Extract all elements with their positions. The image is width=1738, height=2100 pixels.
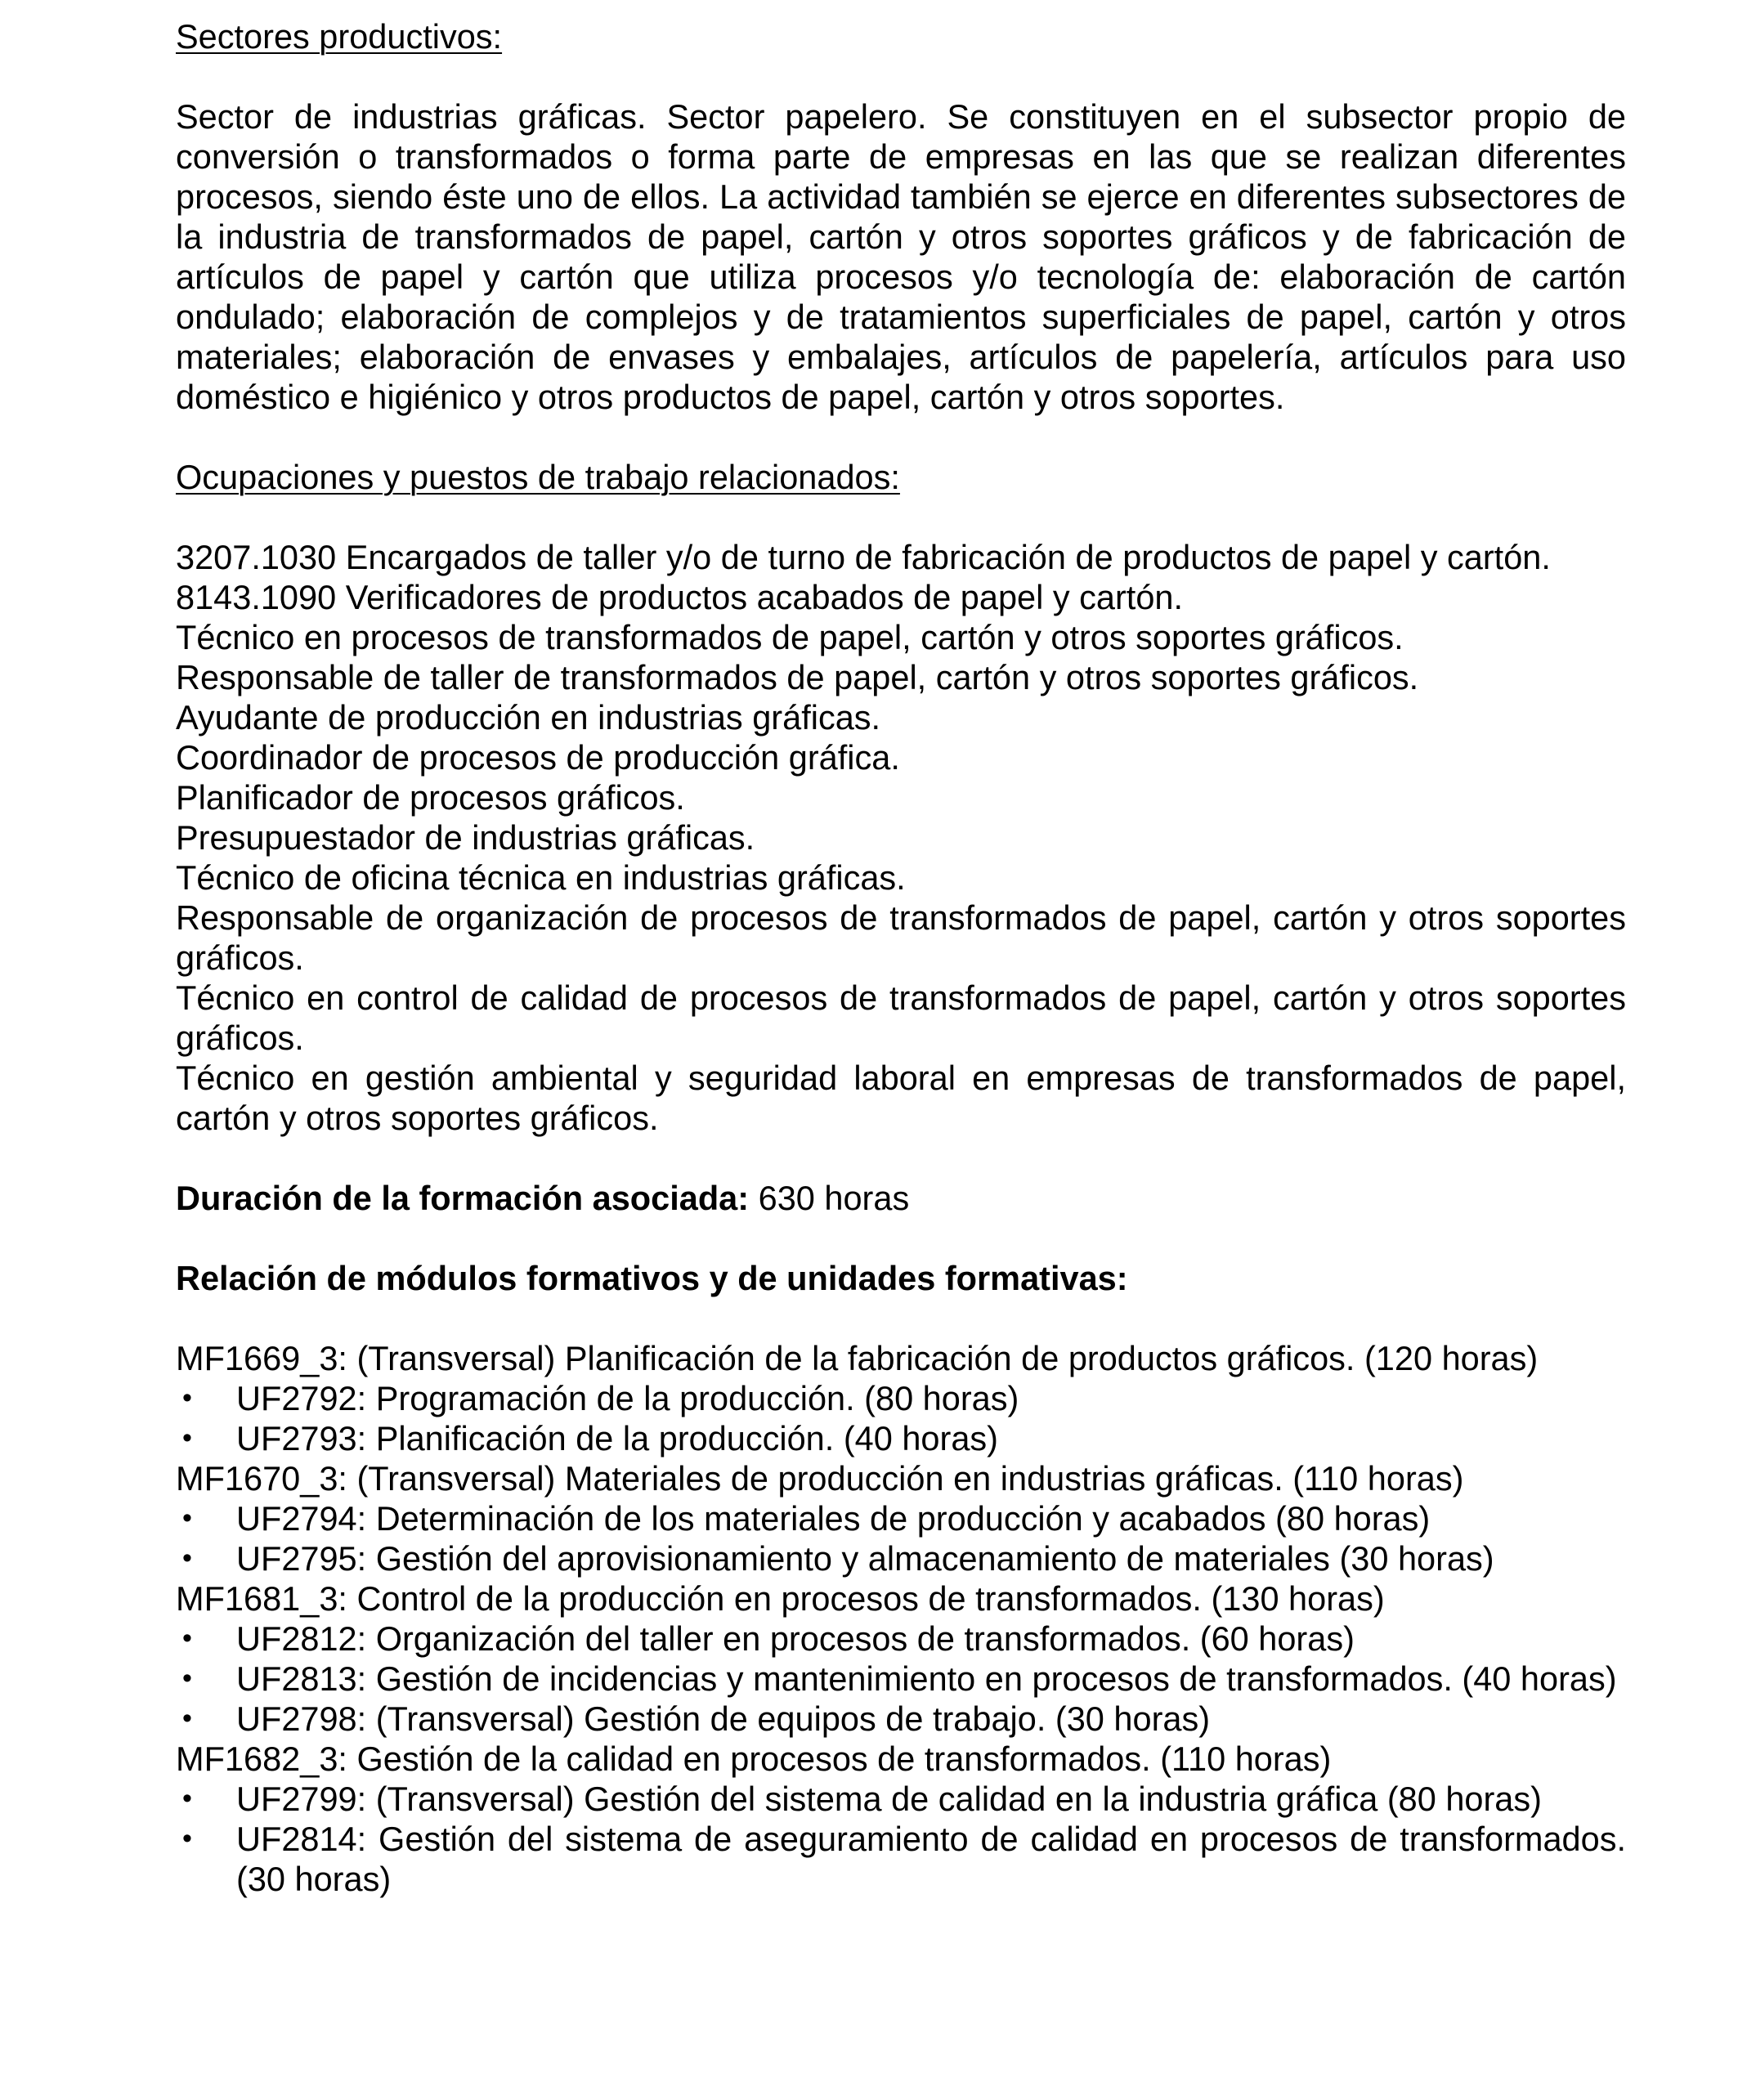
bullet-icon: •	[182, 1823, 192, 1854]
unit-list	[176, 1619, 1626, 1739]
unit-item	[176, 1378, 1626, 1418]
unit-item	[176, 1418, 1626, 1458]
bullet-icon: •	[182, 1783, 192, 1814]
relacion-heading: Relación de módulos formativos y de unidades formativas:	[176, 1259, 1128, 1297]
bullet-icon: •	[182, 1382, 192, 1413]
ocupacion-item: Planificador de procesos gráficos.	[176, 778, 685, 817]
unit-list	[176, 1498, 1626, 1578]
module-title: MF1670_3: (Transversal) Materiales de producción en industrias gráficas. (110 horas)	[176, 1459, 1464, 1498]
document-page	[176, 16, 1626, 1899]
ocupacion-item: Responsable de organización de procesos de transformados de papel, cartón y otros soportes gráficos.	[176, 898, 1626, 977]
duracion-label: Duración de la formación asociada:	[176, 1179, 750, 1217]
ocupacion-item: Coordinador de procesos de producción gráfica.	[176, 738, 900, 777]
ocupacion-item: 8143.1090 Verificadores de productos acabados de papel y cartón.	[176, 578, 1184, 616]
unit-text: UF2793: Planificación de la producción. (40 horas)	[236, 1419, 998, 1457]
ocupacion-item: Técnico en control de calidad de procesos de transformados de papel, cartón y otros soportes gráficos.	[176, 978, 1626, 1057]
unit-item	[176, 1619, 1626, 1659]
module-title: MF1669_3: (Transversal) Planificación de la fabricación de productos gráficos. (120 horas)	[176, 1339, 1539, 1377]
module-block	[176, 1739, 1626, 1899]
duracion-value: 630 horas	[749, 1179, 910, 1217]
spacer	[176, 417, 1626, 457]
bullet-icon: •	[182, 1703, 192, 1734]
ocupacion-item: Técnico en procesos de transformados de papel, cartón y otros soportes gráficos.	[176, 618, 1404, 656]
spacer	[176, 56, 1626, 96]
ocupacion-item: Técnico de oficina técnica en industrias gráficas.	[176, 858, 906, 897]
spacer	[176, 1298, 1626, 1338]
unit-list	[176, 1779, 1626, 1899]
spacer	[176, 1138, 1626, 1178]
ocupacion-item: Técnico en gestión ambiental y seguridad laboral en empresas de transformados de papel, cartón y otros soportes gráficos.	[176, 1059, 1626, 1137]
ocupacion-item: Ayudante de producción en industrias gráficas.	[176, 698, 881, 737]
spacer	[176, 1218, 1626, 1258]
bullet-icon: •	[182, 1502, 192, 1534]
unit-text: UF2798: (Transversal) Gestión de equipos de trabajo. (30 horas)	[236, 1699, 1211, 1738]
unit-text: UF2812: Organización del taller en procesos de transformados. (60 horas)	[236, 1619, 1355, 1658]
module-block	[176, 1338, 1626, 1458]
module-title: MF1681_3: Control de la producción en procesos de transformados. (130 horas)	[176, 1579, 1385, 1618]
bullet-icon: •	[182, 1543, 192, 1574]
bullet-icon: •	[182, 1663, 192, 1694]
ocupacion-item: 3207.1030 Encargados de taller y/o de turno de fabricación de productos de papel y cartón.	[176, 538, 1551, 576]
unit-text: UF2795: Gestión del aprovisionamiento y almacenamiento de materiales (30 horas)	[236, 1539, 1494, 1578]
unit-text: UF2799: (Transversal) Gestión del sistema de calidad en la industria gráfica (80 horas)	[236, 1780, 1542, 1818]
module-block	[176, 1578, 1626, 1739]
unit-item	[176, 1498, 1626, 1538]
bullet-icon: •	[182, 1422, 192, 1453]
ocupacion-item: Presupuestador de industrias gráficas.	[176, 818, 755, 857]
unit-item	[176, 1538, 1626, 1578]
unit-item	[176, 1779, 1626, 1819]
unit-text: UF2794: Determinación de los materiales de producción y acabados (80 horas)	[236, 1499, 1431, 1538]
sectores-heading: Sectores productivos:	[176, 17, 503, 56]
unit-item	[176, 1659, 1626, 1699]
unit-list	[176, 1378, 1626, 1458]
unit-item	[176, 1699, 1626, 1739]
unit-item	[176, 1819, 1626, 1899]
spacer	[176, 497, 1626, 537]
unit-text: UF2792: Programación de la producción. (80 horas)	[236, 1379, 1019, 1417]
ocupaciones-heading: Ocupaciones y puestos de trabajo relacionados:	[176, 458, 900, 496]
module-title: MF1682_3: Gestión de la calidad en procesos de transformados. (110 horas)	[176, 1740, 1332, 1778]
ocupacion-item: Responsable de taller de transformados de papel, cartón y otros soportes gráficos.	[176, 658, 1419, 696]
ocupaciones-list	[176, 537, 1626, 1138]
unit-text: UF2814: Gestión del sistema de aseguramiento de calidad en procesos de transformados. (30 horas)	[236, 1820, 1626, 1898]
unit-text: UF2813: Gestión de incidencias y mantenimiento en procesos de transformados. (40 horas)	[236, 1659, 1617, 1698]
sectores-paragraph: Sector de industrias gráficas. Sector papelero. Se constituyen en el subsector propio de conversión o transformados o forma parte de empresas en las que se realizan diferentes procesos, siendo éste uno de ellos. La actividad también se ejerce en diferentes subsectores de la industria de transformados de papel, cartón y otros soportes gráficos y de fabricación de artículos de papel y cartón que utiliza procesos y/o tecnología de: elaboración de cartón ondulado; elaboración de complejos y de tratamientos superficiales de papel, cartón y otros materiales; elaboración de envases y embalajes, artículos de papelería, artículos para uso doméstico e higiénico y otros productos de papel, cartón y otros soportes.	[176, 97, 1626, 416]
module-block	[176, 1458, 1626, 1578]
bullet-icon: •	[182, 1623, 192, 1654]
duracion-line	[176, 1178, 1626, 1218]
